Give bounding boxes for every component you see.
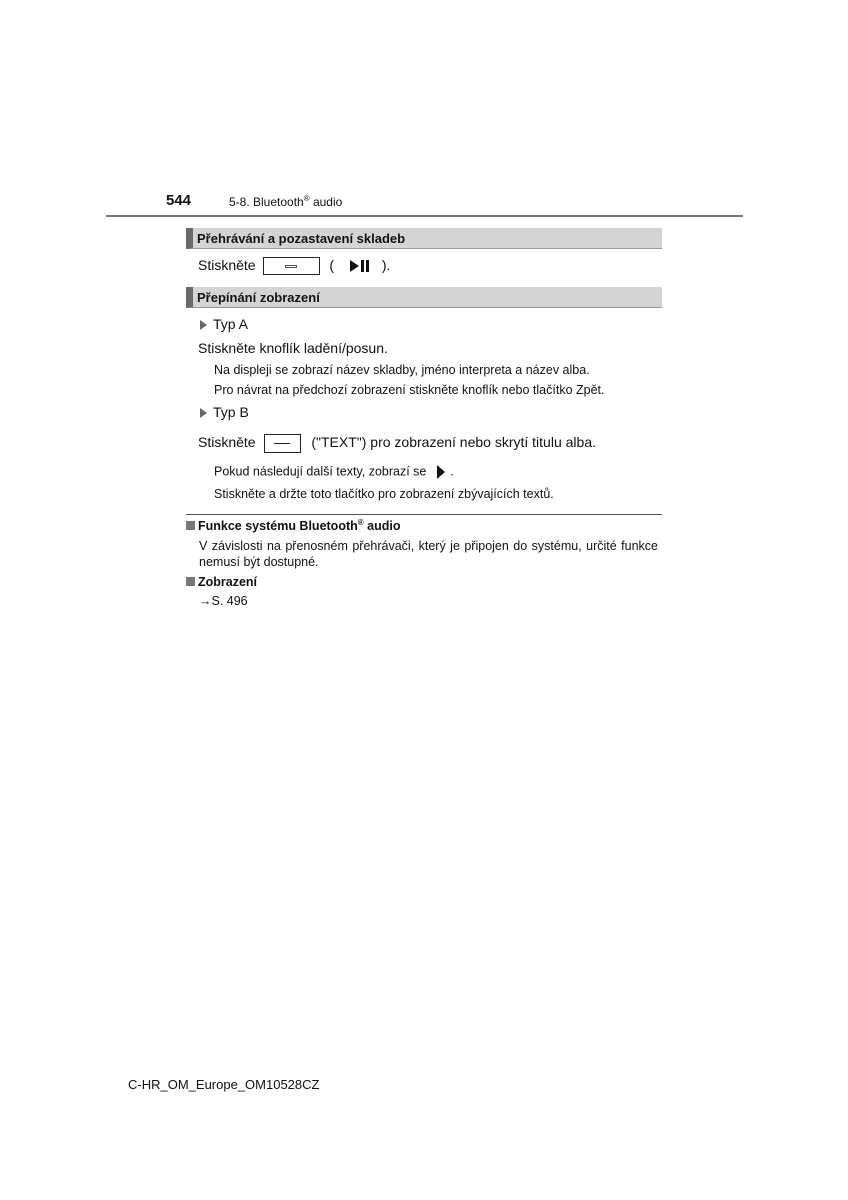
document-code: C-HR_OM_Europe_OM10528CZ [128,1077,320,1092]
type-a-instruction: Stiskněte knoflík ladění/posun. [198,340,388,356]
bullet-arrow-icon [200,320,207,330]
playback-instruction: Stiskněte ( ). [198,257,390,275]
type-a-note-1: Na displeji se zobrazí název skladby, jméno interpreta a název alba. [214,363,590,377]
radio-button-icon [263,257,320,275]
type-b-note-2: Stiskněte a držte toto tlačítko pro zobrazení zbývajících textů. [214,487,554,501]
note-reference-display: →S. 496 [199,594,248,608]
type-b-heading: Typ B [200,404,249,420]
square-bullet-icon [186,577,195,586]
type-a-heading: Typ A [200,316,248,332]
note-text-bluetooth: V závislosti na přenosném přehrávači, který je připojen do systému, určité funkce nemusí být dostupné. [199,539,658,569]
header-rule [106,215,743,217]
text-button-icon [264,434,301,453]
type-b-note-1: Pokud následují další texty, zobrazí se . [214,464,454,479]
notes-divider [186,514,662,515]
note-heading-bluetooth: Funkce systému Bluetooth® audio [186,519,400,533]
bullet-arrow-icon [200,408,207,418]
type-b-instruction: Stiskněte ("TEXT") pro zobrazení nebo skrytí titulu alba. [198,434,596,453]
note-heading-display: Zobrazení [186,575,257,589]
more-text-arrow-icon [435,464,447,480]
chapter-title: 5-8. Bluetooth® audio [229,194,343,209]
play-pause-icon [348,258,374,274]
type-a-note-2: Pro návrat na předchozí zobrazení stiskněte knoflík nebo tlačítko Zpět. [214,383,605,397]
section-heading-display: Přepínání zobrazení [186,287,662,308]
square-bullet-icon [186,521,195,530]
section-heading-playback: Přehrávání a pozastavení skladeb [186,228,662,249]
reference-arrow-icon: → [199,594,212,608]
page-number: 544 [166,192,192,209]
